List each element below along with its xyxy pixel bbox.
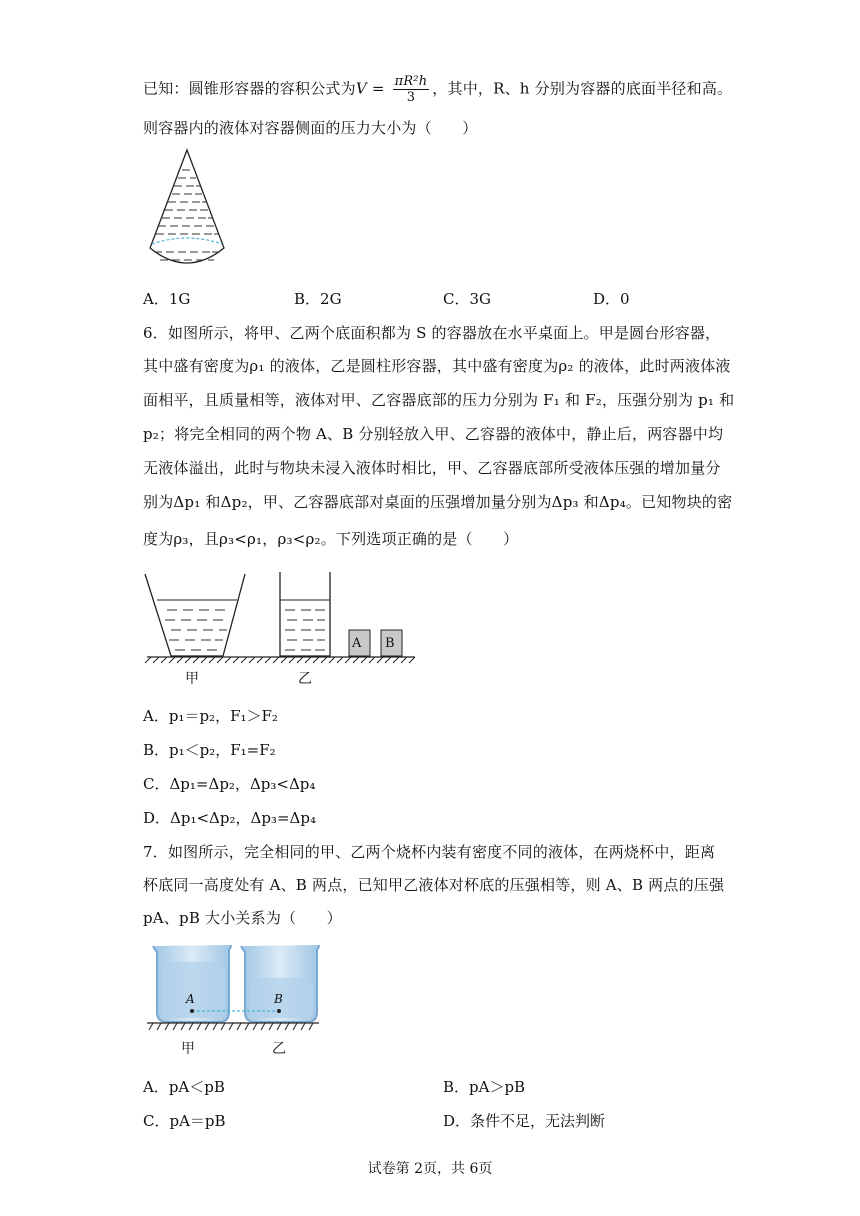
- q5-option-b[interactable]: B．2G: [294, 290, 342, 308]
- q6-label-yi: 乙: [298, 671, 312, 687]
- q5-question-text: 则容器内的液体对容器侧面的压力大小为（ ）: [143, 119, 478, 137]
- q7-option-d[interactable]: D．条件不足，无法判断: [443, 1112, 606, 1130]
- cone-container-figure: [140, 148, 240, 276]
- q6-line-3: 面相平，且质量相等，液体对甲、乙容器底部的压力分别为 F₁ 和 F₂，压强分别为 p₁ 和: [143, 391, 735, 409]
- volume-formula-fraction: [393, 74, 430, 105]
- q7-option-a[interactable]: A．pA＜pB: [143, 1078, 225, 1096]
- q6-line-6: 别为Δp₁ 和Δp₂，甲、乙容器底部对桌面的压强增加量分别为Δp₃ 和Δp₄。已知物块的密: [143, 493, 733, 511]
- q6-line-1: 6．如图所示，将甲、乙两个底面积都为 S 的容器放在水平桌面上。甲是圆台形容器，: [143, 324, 721, 342]
- formula-denominator: 3: [406, 90, 416, 105]
- block-a-label: A: [352, 636, 362, 651]
- q7-line-1: 7．如图所示，完全相同的甲、乙两个烧杯内装有密度不同的液体，在两烧杯中，距离: [143, 843, 716, 861]
- q6-option-a[interactable]: A．p₁＝p₂，F₁＞F₂: [143, 707, 278, 725]
- q5-option-d[interactable]: D．0: [593, 290, 630, 308]
- formula-eq: =: [366, 79, 390, 98]
- q6-label-jia: 甲: [185, 671, 199, 687]
- point-b-label: B: [274, 992, 283, 1006]
- q5-option-a[interactable]: A．1G: [143, 290, 191, 308]
- q7-option-b[interactable]: B．pA＞pB: [443, 1078, 526, 1096]
- q6-line-5: 无液体溢出，此时与物块未浸入液体时相比，甲、乙容器底部所受液体压强的增加量分: [143, 459, 721, 477]
- formula-v: V: [355, 79, 367, 98]
- point-a-label: A: [186, 992, 195, 1006]
- q7-line-3: pA、pB 大小关系为（ ）: [143, 909, 342, 927]
- q6-line-4: p₂；将完全相同的两个物 A、B 分别轻放入甲、乙容器的液体中，静止后，两容器中均: [143, 425, 724, 443]
- formula-numerator: πR²h: [394, 74, 428, 89]
- q6-option-b[interactable]: B．p₁＜p₂，F₁=F₂: [143, 741, 276, 759]
- q5-formula-explain: ，其中，R、h 分别为容器的底面半径和高。: [432, 79, 733, 98]
- block-b-label: B: [385, 636, 395, 651]
- q6-option-c[interactable]: C．Δp₁=Δp₂，Δp₃<Δp₄: [143, 775, 316, 793]
- q5-option-c[interactable]: C．3G: [443, 290, 492, 308]
- q5-formula-intro: 已知：圆锥形容器的容积公式为: [143, 79, 356, 98]
- q5-line-1: [143, 74, 732, 105]
- q7-beakers-figure: [143, 942, 323, 1032]
- q7-option-c[interactable]: C．pA＝pB: [143, 1112, 226, 1130]
- q7-label-jia: 甲: [181, 1041, 195, 1057]
- q6-option-d[interactable]: D．Δp₁<Δp₂，Δp₃=Δp₄: [143, 809, 316, 827]
- q6-line-7: 度为ρ₃，且ρ₃<ρ₁，ρ₃<ρ₂。下列选项正确的是（ ）: [143, 530, 519, 548]
- q7-line-2: 杯底同一高度处有 A、B 两点，已知甲乙液体对杯底的压强相等，则 A、B 两点的压强: [143, 876, 725, 894]
- q6-line-2: 其中盛有密度为ρ₁ 的液体，乙是圆柱形容器，其中盛有密度为ρ₂ 的液体，此时两液体液: [143, 357, 731, 375]
- q7-label-yi: 乙: [272, 1041, 286, 1057]
- page-footer: 试卷第 2页，共 6页: [367, 1161, 493, 1177]
